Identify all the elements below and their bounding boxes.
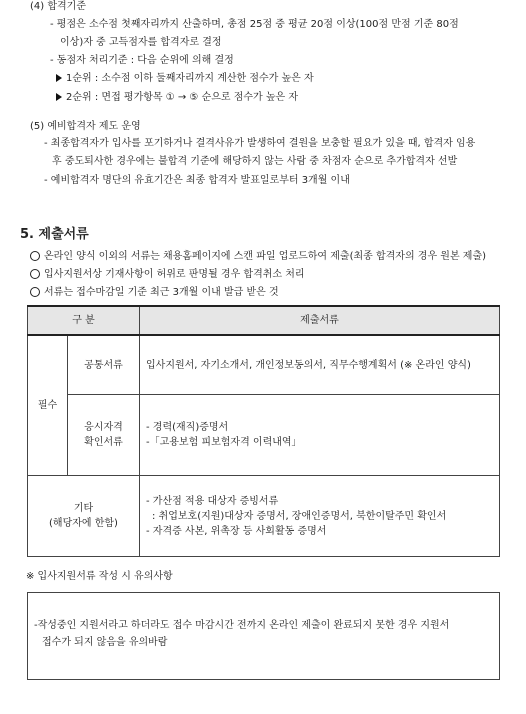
docs-bullet-1 [30,250,486,264]
note-text-line1: -작성중인 지원서라고 하더라도 접수 마감시간 전까지 온라인 제출이 완료되지 못한 경우 지원서 [34,620,450,631]
other-doc-2: : 취업보호(지원)대상자 증명서, 장애인증명서, 북한이탈주민 확인서 [152,510,447,522]
documents-table [27,305,500,557]
note-text-line2: 접수가 되지 않음을 유의바람 [42,637,168,648]
other-docs-label [28,476,140,557]
table-header-category: 구 분 [28,306,140,335]
docs-bullet-2 [30,268,305,282]
rank-2-text: 2순위 : 면접 평가항목 ① → ⑤ 순으로 점수가 높은 자 [66,92,299,103]
circle-bullet-icon [30,269,40,279]
docs-bullet-3 [30,286,279,300]
other-label-line1: 기타 [73,503,94,514]
note-title: ※ 입사지원서류 작성 시 유의사항 [26,571,173,582]
qualification-label-line1: 응시자격 [84,422,123,433]
circle-bullet-icon [30,251,40,261]
table-header-row [28,306,500,335]
table-row [28,395,500,476]
docs-bullet-1-text: 온라인 양식 이외의 서류는 채용홈페이지에 스캔 파일 업로드하여 제출(최종 합격자의 경우 원본 제출) [44,251,487,262]
note-box [27,592,500,680]
qualification-doc-1: - 경력(재직)증명서 [146,422,229,433]
required-label: 필수 [28,335,68,476]
common-docs-label: 공통서류 [68,335,140,395]
section-4-line1: - 평점은 소수점 첫째자리까지 산출하며, 총점 25점 중 평균 20점 이상(100점 만점 기준 80점 [50,19,459,30]
qualification-label-line2: 확인서류 [84,437,123,448]
docs-bullet-2-text: 입사지원서상 기재사항이 허위로 판명될 경우 합격취소 처리 [44,269,305,280]
qualification-docs-list [140,395,500,476]
triangle-bullet-icon [56,93,62,101]
section-4-line1b: 이상)자 중 고득점자를 합격자로 결정 [60,37,222,48]
other-label-line2: (해당자에 한함) [49,518,118,529]
table-row [28,335,500,395]
section-5-line2: - 예비합격자 명단의 유효기간은 최종 합격자 발표일로부터 3개월 이내 [44,175,350,186]
qualification-docs-label [68,395,140,476]
rank-1-text: 1순위 : 소수점 이하 둘째자리까지 계산한 점수가 높은 자 [66,73,314,84]
section-4-line2: - 동점자 처리기준 : 다음 순위에 의해 결정 [50,55,234,66]
triangle-bullet-icon [56,74,62,82]
table-row [28,476,500,557]
section-5-title: (5) 예비합격자 제도 운영 [30,121,141,132]
circle-bullet-icon [30,287,40,297]
other-doc-1: - 가산점 적용 대상자 증빙서류 [146,495,279,507]
rank-2-item [56,91,298,105]
section-5-line1: - 최종합격자가 입사를 포기하거나 결격사유가 발생하여 결원을 보충할 필요가 있을 때, 합격자 임용 [44,138,476,149]
table-header-documents: 제출서류 [140,306,500,335]
documents-heading: 5. 제출서류 [20,227,89,242]
common-docs-list: 입사지원서, 자기소개서, 개인정보동의서, 직무수행계획서 (※ 온라인 양식) [140,335,500,395]
section-5-line1b: 후 중도퇴사한 경우에는 불합격 기준에 해당하지 않는 사람 중 차점자 순으로 추가합격자 선발 [52,156,458,167]
docs-bullet-3-text: 서류는 접수마감일 기준 최근 3개월 이내 발급 받은 것 [44,287,279,298]
other-docs-list [140,476,500,557]
qualification-doc-2: -「고용보험 피보험자격 이력내역」 [146,437,302,448]
other-doc-3: - 자격증 사본, 위촉장 등 사회활동 증명서 [146,525,327,537]
section-4-title: (4) 합격기준 [30,1,86,12]
rank-1-item [56,72,314,86]
